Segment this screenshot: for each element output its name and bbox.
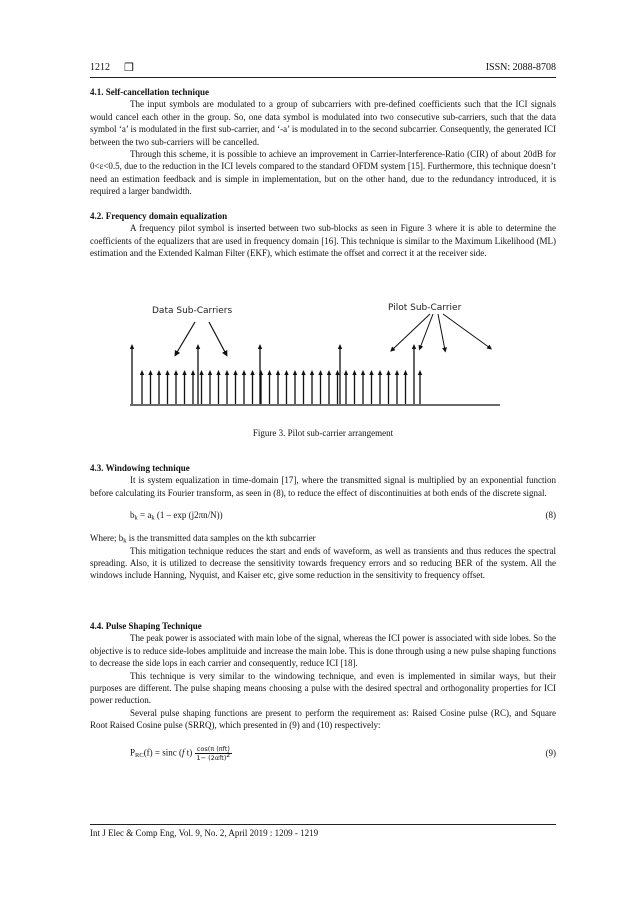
data-subcarrier-arrow-head [284,370,288,375]
equation-body [130,509,223,521]
paragraph: A frequency pilot symbol is inserted between two sub-blocks as seen in Figure 3 where it is able to determine the coefficients of the equalizers that are used in frequency domain [16]. This technique is similar to the Maximum Likelihood (ML) estimation and the Extended Kalman Filter (EKF), which estimate the offset and correct it at the receiver side. [90,223,556,259]
data-subcarrier-arrow-head [361,370,365,375]
data-label-pointer-arrow [209,322,226,354]
eq-subscript: k [151,514,155,522]
equation-number: (8) [545,510,556,521]
where-text: is the transmitted data samples on the kth subcarrier [126,533,316,544]
section-4-1 [90,86,556,198]
data-subcarrier-arrow-head [386,370,390,375]
equation-8 [90,509,556,522]
pilot-subcarrier-arrow-head [412,344,416,349]
den-superscript: 2 [226,751,231,759]
where-subscript: k [123,537,127,545]
pilot-subcarrier-label: Pilot Sub-Carrier [388,303,462,313]
data-subcarrier-arrow-head [344,370,348,375]
section-title: 4.2. Frequency domain equalization [90,211,228,221]
page-footer: Int J Elec & Comp Eng, Vol. 9, No. 2, April 2019 : 1209 - 1219 [90,828,319,838]
figure-3-pilot-subcarrier-diagram [130,298,520,410]
data-subcarrier-arrow-head [191,370,195,375]
data-subcarrier-arrow-head [327,370,331,375]
eq-expression: t) [184,747,195,758]
box-icon: ❒ [124,62,134,74]
data-subcarrier-arrow-head [369,370,373,375]
eq-symbol: P [130,747,136,758]
data-subcarrier-arrow-head [310,370,314,375]
data-subcarrier-arrow-head [335,370,339,375]
data-subcarrier-arrow-head [418,370,422,375]
den-text: 1− (2αft) [196,753,227,762]
page-header [90,62,556,76]
section-title: 4.1. Self-cancellation technique [90,87,209,97]
paragraph: The input symbols are modulated to a group of subcarriers with pre-defined coefficients such that the ICI signals would cancel each other in the group. So, one data symbol is modulated into two consecutive sub-carriers, such that the data symbol ‘a’ is modulated in the first sub-carrier, and ‘-a’ is modulated in to the second subcarrier. Consequently, the generated ICI between the two sub-carriers will be cancelled. [90,99,556,147]
data-subcarrier-arrow-head [174,370,178,375]
pilot-subcarrier-arrow-head [196,344,200,349]
pilot-label-pointer-arrow [392,314,430,350]
paragraph: It is system equalization in time-domain [17], where the transmitted signal is multiplied by an exponential function before calculating its Fourier transform, as seen in (8), to reduce the effect of discontinuities at both ends of the discrete signal. [90,475,556,498]
section-4-3 [90,462,556,582]
eq-expression: (f) = sinc ( [143,747,182,758]
eq-subscript: RC [135,751,144,759]
data-subcarrier-arrow-head [165,370,169,375]
data-subcarrier-arrow-head [242,370,246,375]
data-subcarrier-arrow-head [403,370,407,375]
issn: ISSN: 2088-8708 [485,62,556,73]
footer-rule [90,824,556,825]
data-subcarrier-arrow-head [225,370,229,375]
equation-9 [90,741,556,763]
section-title: 4.4. Pulse Shaping Technique [90,621,202,631]
data-subcarrier-arrow-head [157,370,161,375]
data-subcarrier-arrow-head [208,370,212,375]
equation-body [130,745,232,762]
data-subcarrier-arrow-head [318,370,322,375]
fraction [195,745,233,762]
page-number: 1212 [90,62,110,73]
pilot-label-pointer-arrow [438,314,445,350]
data-subcarrier-arrow-head [378,370,382,375]
data-subcarrier-arrow-head [250,370,254,375]
paragraph: This technique is very similar to the windowing technique, and even is implemented in similar ways, but their purposes are different. The pulse shaping means choosing a pulse with the desired spectral and orthogonality properties for ICI power reduction. [90,670,556,706]
pilot-label-pointer-arrow [420,314,433,348]
pilot-label-pointer-arrows [392,314,490,350]
where-text: Where; b [90,533,124,544]
data-subcarrier-arrow-head [216,370,220,375]
section-4-4 [90,620,556,763]
section-title: 4.3. Windowing technique [90,463,190,473]
paragraph: Several pulse shaping functions are present to perform the requirement as: Raised Cosine pulse (RC), and Square Root Raised Cosine pulse (SRRQ), which presented in (9) and (10) respectively: [90,707,556,731]
data-subcarrier-arrow-head [199,370,203,375]
fraction-numerator: cos(π (πft) [195,745,233,754]
pilot-subcarrier-arrow-head [338,344,342,349]
data-subcarrier-arrow-head [276,370,280,375]
pilot-label-pointer-arrow [443,314,490,348]
eq-symbol: = a [137,510,152,521]
data-subcarrier-arrow-head [293,370,297,375]
where-line [90,532,556,544]
eq-expression: (1 – exp (j2πn/N)) [154,510,223,521]
data-subcarrier-arrow-head [182,370,186,375]
data-subcarrier-arrow-head [352,370,356,375]
data-subcarriers-label: Data Sub-Carriers [152,306,233,316]
pilot-subcarrier-arrow-head [130,344,134,349]
fraction-denominator [195,751,233,762]
data-subcarrier-arrow-head [148,370,152,375]
paragraph: The peak power is associated with main lobe of the signal, whereas the ICI power is associated with side lobes. So the objective is to reduce side-lobes amplituide and increase the main lobe. This is done through using a new pulse shaping functions to decrease the side lops in each carrier and consequently, reduce ICI [18]. [90,633,556,669]
eq-subscript: k [134,514,138,522]
header-rule [90,77,556,78]
data-subcarrier-arrow-head [267,370,271,375]
equation-number: (9) [545,747,556,758]
data-subcarrier-arrow-head [140,370,144,375]
paragraph: This mitigation technique reduces the start and ends of waveform, as well as transients and thus reduces the spectral spreading. Also, it is utilized to decrease the sensitivity towards frequency errors and so reducing BER of the system. All the windows include Hanning, Nyquist, and Kaiser etc, give some reduction in the sensitivity to frequency offset. [90,545,556,581]
subcarrier-arrows [130,344,422,404]
eq-symbol: f [182,747,185,758]
paragraph: Through this scheme, it is possible to achieve an improvement in Carrier-Interference-Ratio (CIR) of about 20dB for 0<ε<0.5, due to the reduction in the ICI levels compared to the standard OFDM system [15]. Furthermore, this technique doesn’t need an estimation feedback and is simple in implementation, but on the other hand, due to the redundancy introduced, it is required a larger bandwidth. [90,149,556,197]
section-4-2 [90,210,556,260]
data-subcarrier-arrow-head [233,370,237,375]
data-subcarrier-arrow-head [301,370,305,375]
figure-caption: Figure 3. Pilot sub-carrier arrangement [252,428,394,438]
pilot-subcarrier-arrow-head [258,344,262,349]
data-subcarrier-arrow-head [395,370,399,375]
eq-symbol: b [130,510,135,521]
data-label-pointer-arrow [176,322,195,354]
